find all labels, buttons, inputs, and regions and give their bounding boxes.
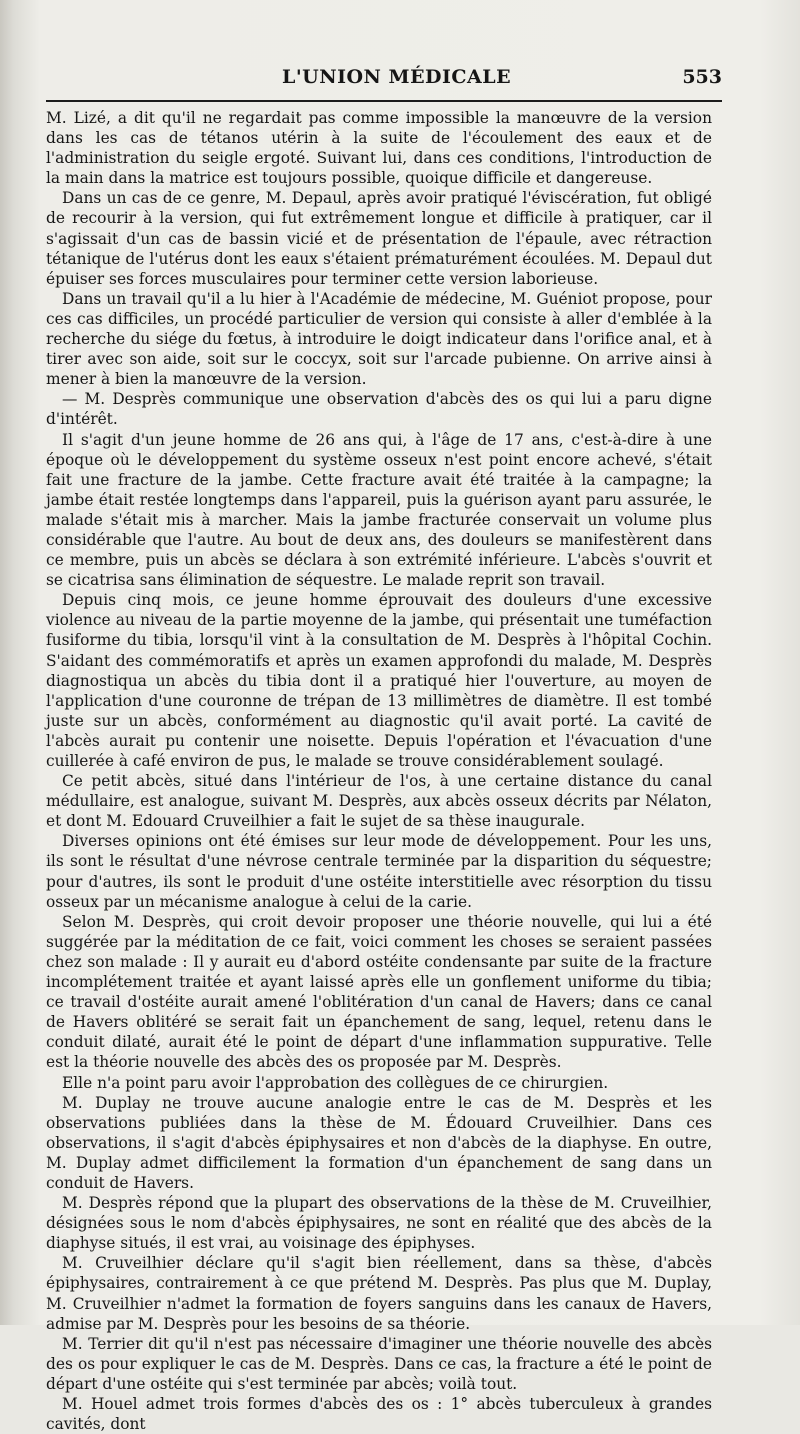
paragraph: M. Lizé, a dit qu'il ne regardait pas comme impossible la manœuvre de la version dans les cas de tétanos utérin à la suite de l'écoulement des eaux et de l'administration du seigle ergoté. Suivant lui, dans ces conditions, l'introduction de la main dans la matrice est toujours possible, quoique difficile et dangereuse. [46, 109, 712, 188]
paragraph: M. Desprès répond que la plupart des observations de la thèse de M. Cruveilhier, désignées sous le nom d'abcès épiphysaires, ne sont en réalité que des abcès de la diaphyse situés, il est vrai, au voisinage des épiphyses. [46, 1194, 712, 1253]
header-rule [46, 100, 722, 102]
running-title: L'UNION MÉDICALE [282, 66, 512, 88]
paragraph: Selon M. Desprès, qui croit devoir proposer une théorie nouvelle, qui lui a été suggérée par la méditation de ce fait, voici comment les choses se seraient passées chez son malade : Il y aurait eu d'abord ostéite condensante par suite de la fracture incomplétement traitée et ayant laissé après elle un gonflement uniforme du tibia; ce travail d'ostéite aurait amené l'oblitération d'un canal de Havers; dans ce canal de Havers oblitéré se serait fait un épanchement de sang, lequel, retenu dans le conduit dilaté, aurait été le point de départ d'une inflammation suppurative. Telle est la théorie nouvelle des abcès des os proposée par M. Desprès. [46, 912, 712, 1072]
paragraph: Diverses opinions ont été émises sur leur mode de développement. Pour les uns, ils sont le résultat d'une névrose centrale terminée par la disparition du séquestre; pour d'autres, ils sont le produit d'une ostéite interstitielle avec résorption du tissu osseux par un mécanisme analogue à celui de la carie. [46, 832, 712, 911]
page-number: 553 [682, 66, 722, 88]
paragraph: Elle n'a point paru avoir l'approbation des collègues de ce chirurgien. [62, 1073, 609, 1092]
paragraph: Il s'agit d'un jeune homme de 26 ans qui, à l'âge de 17 ans, c'est-à-dire à une époque où le développement du système osseux n'est point encore achevé, s'était fait une fracture de la jambe. Cette fracture avait été traitée à la campagne; la jambe était restée longtemps dans l'appareil, puis la guérison ayant paru assurée, le malade s'était mis à marcher. Mais la jambe fracturée conservait un volume plus considérable que l'autre. Au bout de deux ans, des douleurs se manifestèrent dans ce membre, puis un abcès se déclara à son extrémité inférieure. L'abcès s'ouvrit et se cicatrisa sans élimination de séquestre. Le malade reprit son travail. [46, 430, 712, 590]
paragraph: Dans un travail qu'il a lu hier à l'Académie de médecine, M. Guéniot propose, pour ces cas difficiles, un procédé particulier de version qui consiste à aller d'emblée à la recherche du siége du fœtus, à introduire le doigt indicateur dans l'orifice anal, et à tirer avec son aide, soit sur le coccyx, soit sur l'arcade pubienne. On arrive ainsi à mener à bien la manœuvre de la version. [46, 289, 712, 389]
paragraph: — M. Desprès communique une observation d'abcès des os qui lui a paru digne d'intérêt. [46, 390, 712, 429]
paragraph: Ce petit abcès, situé dans l'intérieur de l'os, à une certaine distance du canal médullaire, est analogue, suivant M. Desprès, aux abcès osseux décrits par Nélaton, et dont M. Edouard Cruveilhier a fait le sujet de sa thèse inaugurale. [46, 772, 712, 831]
paragraph: M. Terrier dit qu'il n'est pas nécessaire d'imaginer une théorie nouvelle des abcès des os pour expliquer le cas de M. Desprès. Dans ce cas, la fracture a été le point de départ d'une ostéite qui s'est terminée par abcès; voilà tout. [46, 1334, 712, 1393]
paragraph: Depuis cinq mois, ce jeune homme éprouvait des douleurs d'une excessive violence au niveau de la partie moyenne de la jambe, qui présentait une tuméfaction fusiforme du tibia, lorsqu'il vint à la consultation de M. Desprès à l'hôpital Cochin. S'aidant des commémoratifs et après un examen approfondi du malade, M. Desprès diagnostiqua un abcès du tibia dont il a pratiqué hier l'ouverture, au moyen de l'application d'une couronne de trépan de 13 millimètres de diamètre. Il est tombé juste sur un abcès, conformément au diagnostic qu'il avait porté. La cavité de l'abcès aurait pu contenir une noisette. Depuis l'opération et l'évacuation d'une cuillerée à café environ de pus, le malade se trouve considérablement soulagé. [46, 591, 712, 770]
paragraph: M. Houel admet trois formes d'abcès des os : 1° abcès tuberculeux à grandes cavités, dont [46, 1395, 712, 1434]
paragraph: Dans un cas de ce genre, M. Depaul, après avoir pratiqué l'éviscération, fut obligé de recourir à la version, qui fut extrêmement longue et difficile à pratiquer, car il s'agissait d'un cas de bassin vicié et de présentation de l'épaule, avec rétraction tétanique de l'utérus dont les eaux s'étaient prématurément écoulées. M. Depaul dut épuiser ses forces musculaires pour terminer cette version laborieuse. [46, 189, 712, 288]
page-header [46, 62, 722, 102]
paragraph: M. Duplay ne trouve aucune analogie entre le cas de M. Desprès et les observations publiées dans la thèse de M. Édouard Cruveilhier. Dans ces observations, il s'agit d'abcès épiphysaires et non d'abcès de la diaphyse. En outre, M. Duplay admet difficilement la formation d'un épanchement de sang dans un conduit de Havers. [46, 1093, 712, 1192]
paragraph: M. Cruveilhier déclare qu'il s'agit bien réellement, dans sa thèse, d'abcès épiphysaires, contrairement à ce que prétend M. Desprès. Pas plus que M. Duplay, M. Cruveilhier n'admet la formation de foyers sanguins dans les canaux de Havers, admise par M. Desprès pour les besoins de sa théorie. [46, 1254, 712, 1333]
article-body [46, 108, 712, 1434]
